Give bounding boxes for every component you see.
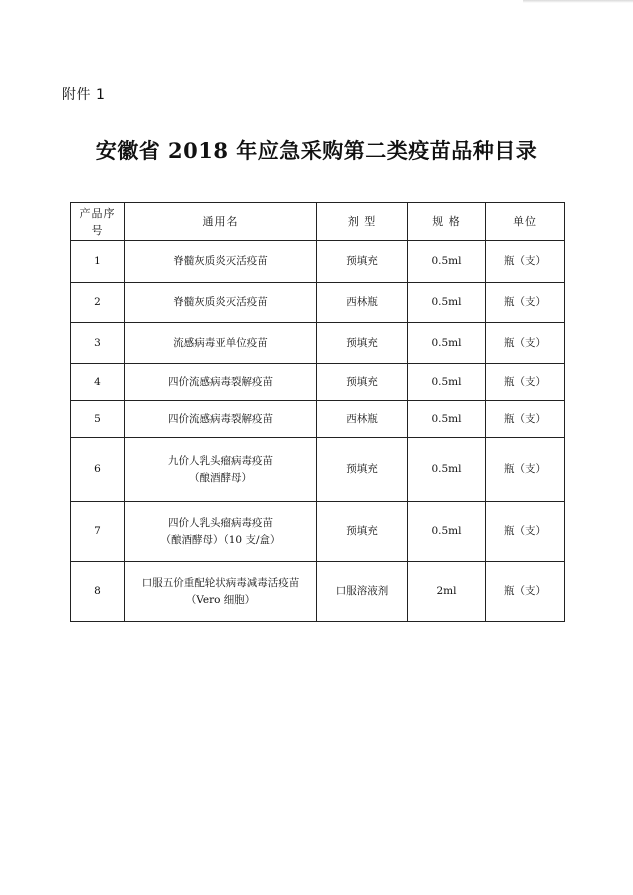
table-row bbox=[71, 502, 565, 562]
cell-generic-name-line: 四价流感病毒裂解疫苗 bbox=[168, 412, 273, 425]
cell-generic-name-line: 四价流感病毒裂解疫苗 bbox=[168, 375, 273, 388]
cell-unit: 瓶（支） bbox=[486, 562, 565, 622]
table-row bbox=[71, 438, 565, 502]
header-unit: 单位 bbox=[486, 203, 565, 241]
cell-generic-name bbox=[125, 241, 317, 283]
cell-specification: 0.5ml bbox=[408, 323, 486, 364]
cell-generic-name-line: 口服五价重配轮状病毒减毒活疫苗 bbox=[141, 576, 300, 589]
cell-dosage-form: 西林瓶 bbox=[317, 283, 408, 323]
document-title: 安徽省 2018 年应急采购第二类疫苗品种目录 bbox=[95, 138, 538, 163]
attachment-label: 附件 1 bbox=[62, 87, 106, 103]
cell-specification: 0.5ml bbox=[408, 364, 486, 401]
cell-product-number: 8 bbox=[71, 562, 125, 622]
cell-specification: 0.5ml bbox=[408, 241, 486, 283]
cell-unit: 瓶（支） bbox=[486, 323, 565, 364]
vaccine-catalog-table bbox=[70, 202, 565, 622]
cell-specification: 0.5ml bbox=[408, 438, 486, 502]
page-corner-shadow bbox=[523, 0, 633, 3]
cell-specification: 0.5ml bbox=[408, 283, 486, 323]
table-row bbox=[71, 283, 565, 323]
cell-unit: 瓶（支） bbox=[486, 438, 565, 502]
cell-generic-name bbox=[125, 401, 317, 438]
cell-generic-name bbox=[125, 323, 317, 364]
cell-generic-name-line: （酿酒酵母） bbox=[189, 471, 252, 484]
cell-product-number: 6 bbox=[71, 438, 125, 502]
table-header-row bbox=[71, 203, 565, 241]
cell-generic-name bbox=[125, 502, 317, 562]
cell-product-number: 1 bbox=[71, 241, 125, 283]
cell-dosage-form: 西林瓶 bbox=[317, 401, 408, 438]
cell-dosage-form: 预填充 bbox=[317, 364, 408, 401]
cell-unit: 瓶（支） bbox=[486, 502, 565, 562]
cell-generic-name-line: 九价人乳头瘤病毒疫苗 bbox=[168, 454, 273, 467]
cell-unit: 瓶（支） bbox=[486, 283, 565, 323]
cell-generic-name-line: 脊髓灰质炎灭活疫苗 bbox=[173, 255, 268, 267]
cell-generic-name bbox=[125, 283, 317, 323]
cell-generic-name-line: 四价人乳头瘤病毒疫苗 bbox=[168, 516, 273, 529]
cell-product-number: 7 bbox=[71, 502, 125, 562]
cell-specification: 0.5ml bbox=[408, 401, 486, 438]
header-dosage-form: 剂 型 bbox=[317, 203, 408, 241]
cell-product-number: 2 bbox=[71, 283, 125, 323]
cell-generic-name-line: 脊髓灰质炎灭活疫苗 bbox=[173, 296, 268, 308]
table-row bbox=[71, 401, 565, 438]
cell-generic-name-line: 流感病毒亚单位疫苗 bbox=[173, 336, 268, 349]
cell-product-number: 4 bbox=[71, 364, 125, 401]
cell-generic-name bbox=[125, 562, 317, 622]
cell-product-number: 5 bbox=[71, 401, 125, 438]
cell-generic-name-line: （Vero 细胞） bbox=[185, 593, 256, 606]
table-row bbox=[71, 241, 565, 283]
cell-generic-name-line: （酿酒酵母）（10 支/盒） bbox=[160, 533, 281, 546]
cell-generic-name bbox=[125, 364, 317, 401]
cell-dosage-form: 预填充 bbox=[317, 438, 408, 502]
header-generic-name: 通用名 bbox=[125, 203, 317, 241]
cell-unit: 瓶（支） bbox=[486, 401, 565, 438]
cell-unit: 瓶（支） bbox=[486, 241, 565, 283]
cell-product-number: 3 bbox=[71, 323, 125, 364]
cell-dosage-form: 预填充 bbox=[317, 241, 408, 283]
header-product-number: 产品序号 bbox=[71, 203, 125, 241]
header-specification: 规 格 bbox=[408, 203, 486, 241]
cell-dosage-form: 预填充 bbox=[317, 502, 408, 562]
cell-unit: 瓶（支） bbox=[486, 364, 565, 401]
cell-dosage-form: 预填充 bbox=[317, 323, 408, 364]
table-row bbox=[71, 562, 565, 622]
table-row bbox=[71, 323, 565, 364]
cell-generic-name bbox=[125, 438, 317, 502]
cell-dosage-form: 口服溶液剂 bbox=[317, 562, 408, 622]
cell-specification: 0.5ml bbox=[408, 502, 486, 562]
cell-specification: 2ml bbox=[408, 562, 486, 622]
table-row bbox=[71, 364, 565, 401]
